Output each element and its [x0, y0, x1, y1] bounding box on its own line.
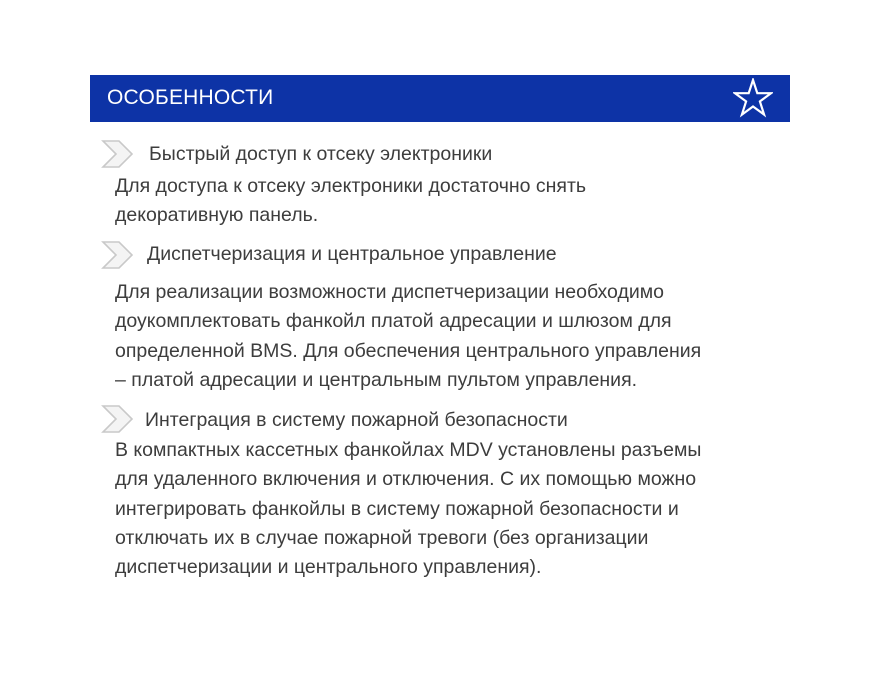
feature-description: [115, 172, 795, 231]
features-header-banner: [90, 75, 790, 122]
feature-description-line: диспетчеризации и центрального управления).: [115, 556, 542, 579]
feature-description: [115, 436, 795, 582]
feature-title: Диспетчеризация и центральное управление: [147, 243, 557, 265]
feature-description-line: доукомплектовать фанкойл платой адресации и шлюзом для: [115, 310, 672, 333]
feature-description-line: – платой адресации и центральным пультом управления.: [115, 368, 638, 391]
feature-description-line: В компактных кассетных фанкойлах MDV установлены разъемы: [115, 439, 702, 461]
feature-title: Быстрый доступ к отсеку электроники: [149, 143, 493, 165]
feature-description-line: интегрировать фанкойлы в систему пожарной безопасности и: [115, 497, 679, 520]
feature-description-line: декоративную панель.: [115, 204, 319, 227]
feature-description-line: отключать их в случае пожарной тревоги (без организации: [115, 526, 649, 549]
feature-description-line: для удаленного включения и отключения. С их помощью можно: [115, 468, 697, 491]
feature-description: [115, 278, 795, 395]
feature-description-line: определенной BMS. Для обеспечения центрального управления: [115, 339, 702, 362]
chevron-icon: [101, 405, 135, 433]
feature-title: Интеграция в систему пожарной безопасности: [145, 409, 568, 431]
feature-description-line: Для реализации возможности диспетчеризации необходимо: [115, 281, 664, 303]
features-header-title: ОСОБЕННОСТИ: [107, 86, 274, 109]
feature-description-line: Для доступа к отсеку электроники достаточно снять: [115, 175, 587, 197]
star-outline-icon: [733, 78, 773, 118]
chevron-icon: [101, 241, 135, 269]
chevron-icon: [101, 140, 135, 168]
